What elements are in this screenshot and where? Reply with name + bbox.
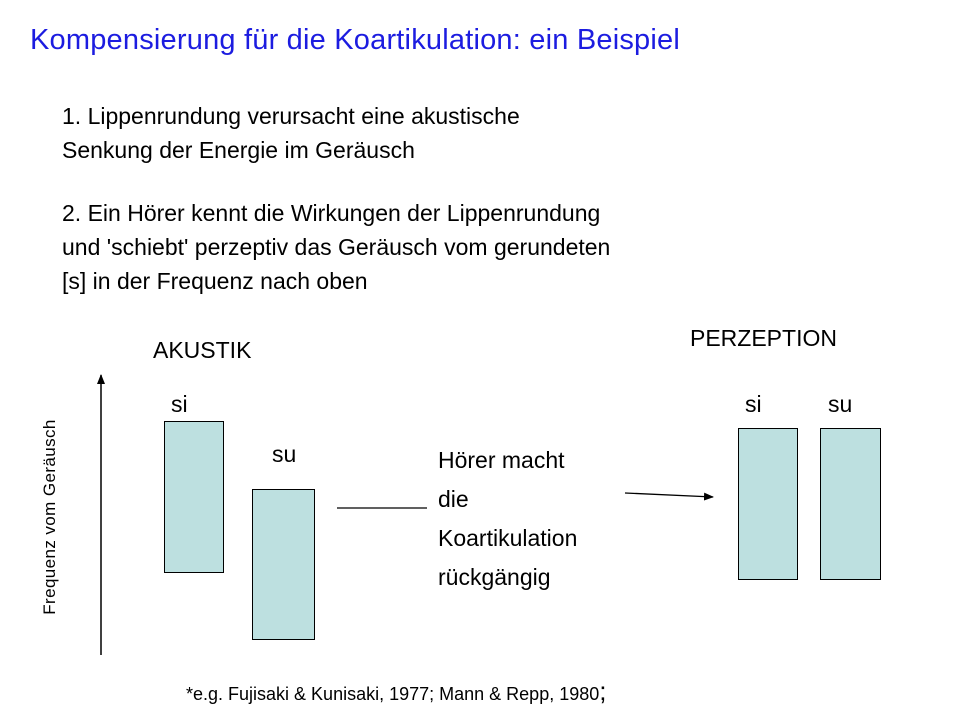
perception-si-bar (738, 428, 798, 580)
listener-line-2: die (438, 486, 469, 512)
point-2-line-2: und 'schiebt' perzeptiv das Geräusch vom gerundeten (62, 234, 611, 260)
point-1-line-1: 1. Lippenrundung verursacht eine akustische (62, 103, 520, 129)
point-2-line-1: 2. Ein Hörer kennt die Wirkungen der Lippenrundung (62, 200, 601, 226)
footnote-semicolon: ; (599, 676, 607, 706)
perception-heading: PERZEPTION (690, 325, 837, 351)
perception-si-label: si (745, 391, 762, 417)
perception-arrow (625, 493, 713, 497)
footnote-text: *e.g. Fujisaki & Kunisaki, 1977; Mann & Repp, 1980 (186, 684, 600, 704)
listener-annotation (438, 441, 638, 597)
y-axis-label: Frequenz vom Geräusch (40, 419, 59, 615)
acoustics-heading: AKUSTIK (153, 337, 252, 363)
slide-title: Kompensierung für die Koartikulation: ein Beispiel (30, 24, 680, 56)
perception-su-label: su (828, 391, 853, 417)
acoustics-su-label: su (272, 441, 297, 467)
acoustics-si-bar (164, 421, 224, 573)
point-2-line-3: [s] in der Frequenz nach oben (62, 268, 368, 294)
acoustics-su-bar (252, 489, 315, 640)
listener-line-1: Hörer macht (438, 447, 565, 473)
footnote (186, 676, 606, 707)
listener-line-4: rückgängig (438, 564, 551, 590)
perception-su-bar (820, 428, 881, 580)
acoustics-si-label: si (171, 391, 188, 417)
listener-line-3: Koartikulation (438, 525, 578, 551)
point-1-line-2: Senkung der Energie im Geräusch (62, 137, 415, 163)
